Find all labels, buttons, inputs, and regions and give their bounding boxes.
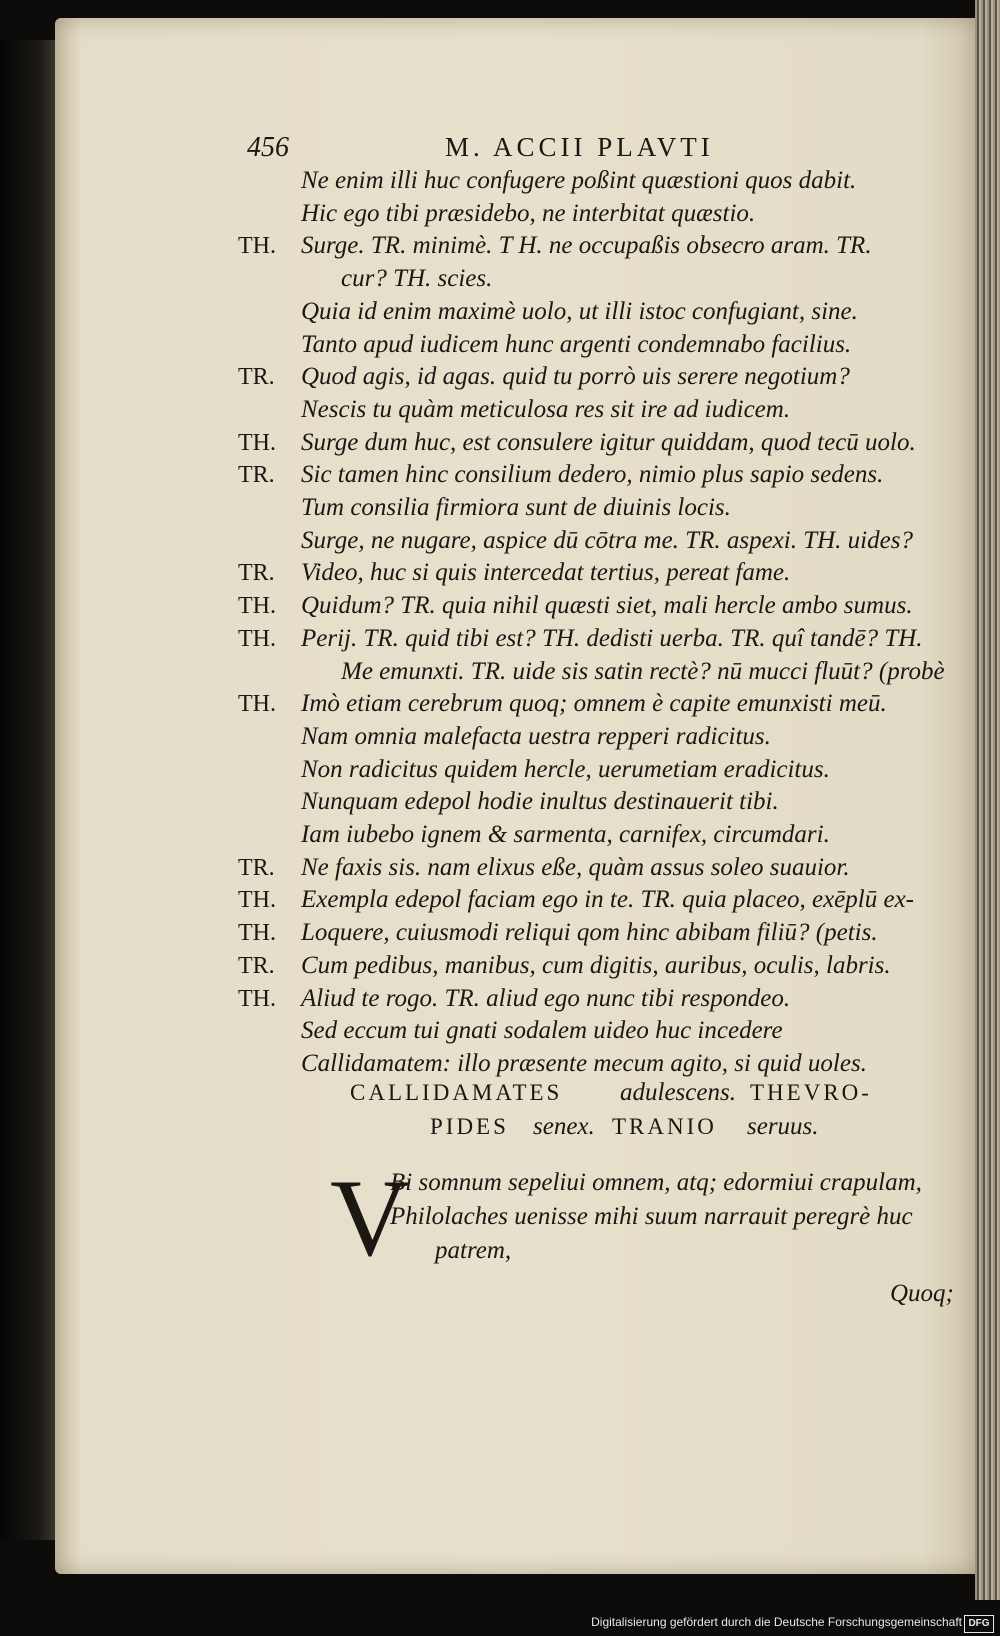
speaker-label: TR. bbox=[238, 560, 275, 587]
speaker-label: TH. bbox=[238, 887, 276, 914]
scene-heading-name: CALLIDAMATES bbox=[350, 1080, 563, 1105]
scene-heading-name: PIDES bbox=[430, 1114, 509, 1139]
dialogue-text: Surge. TR. minimè. T H. ne occupaßis obsecro aram. TR. bbox=[301, 232, 872, 260]
page-edges bbox=[975, 0, 1000, 1600]
verse-text: Philolaches uenisse mihi suum narrauit peregrè huc bbox=[390, 1203, 913, 1230]
speaker-label: TR. bbox=[238, 854, 275, 881]
dialogue-text: Tum consilia firmiora sunt de diuinis locis. bbox=[301, 494, 731, 521]
book-page bbox=[55, 18, 977, 1574]
dialogue-text: Aliud te rogo. TR. aliud ego nunc tibi respondeo. bbox=[301, 984, 791, 1012]
dialogue-text: Loquere, cuiusmodi reliqui qom hinc abibam filiū? (petis. bbox=[301, 919, 878, 947]
dialogue-text: Surge, ne nugare, aspice dū cōtra me. TR. aspexi. TH. uides? bbox=[301, 526, 913, 554]
scene-heading-role: seruus. bbox=[747, 1113, 819, 1140]
dialogue-text: Surge dum huc, est consulere igitur quiddam, quod tecū uolo. bbox=[301, 428, 916, 456]
footer-credit: Digitalisierung gefördert durch die Deutsche Forschungsgemeinschaft bbox=[591, 1615, 962, 1629]
speaker-label: TH. bbox=[238, 233, 276, 260]
running-head: M. ACCII PLAVTI bbox=[445, 132, 714, 162]
dialogue-text: Perij. TR. quid tibi est? TH. dedisti uerba. TR. quî tandē? TH. bbox=[301, 624, 923, 652]
dialogue-text: Quia id enim maximè uolo, ut illi istoc confugiant, sine. bbox=[301, 297, 858, 325]
dialogue-text: Me emunxti. TR. uide sis satin rectè? nū mucci fluūt? (probè bbox=[341, 657, 945, 685]
dialogue-text: Exempla edepol faciam ego in te. TR. quia placeo, exēplū ex- bbox=[301, 886, 914, 914]
dialogue-text: Ne faxis sis. nam elixus eße, quàm assus soleo suauior. bbox=[301, 853, 850, 881]
page-number: 456 bbox=[247, 132, 289, 163]
page-header bbox=[55, 132, 977, 168]
verse-text: Bi somnum sepeliui omnem, atq; edormiui crapulam, bbox=[390, 1169, 922, 1196]
scene-heading-role: senex. bbox=[533, 1113, 595, 1140]
dialogue-text: Nunquam edepol hodie inultus destinauerit tibi. bbox=[301, 788, 779, 816]
catchword: Quoq; bbox=[890, 1280, 954, 1307]
scene-heading-role: adulescens. bbox=[620, 1079, 736, 1106]
binding-shadow bbox=[0, 40, 55, 1540]
dfg-logo: DFG bbox=[964, 1615, 994, 1633]
speaker-label: TR. bbox=[238, 364, 275, 391]
speaker-label: TH. bbox=[238, 985, 276, 1012]
speaker-label: TH. bbox=[238, 920, 276, 947]
dialogue-text: Sic tamen hinc consilium dedero, nimio plus sapio sedens. bbox=[301, 461, 884, 489]
dialogue-text: Cum pedibus, manibus, cum digitis, auribus, oculis, labris. bbox=[301, 951, 891, 979]
dialogue-text: Sed eccum tui gnati sodalem uideo huc incedere bbox=[301, 1017, 783, 1045]
dialogue-text: Ne enim illi huc confugere poßint quæstioni quos dabit. bbox=[301, 167, 857, 194]
dialogue-text: Hic ego tibi præsidebo, ne interbitat quæstio. bbox=[301, 199, 756, 227]
dialogue-text: Imò etiam cerebrum quoq; omnem è capite emunxisti meū. bbox=[301, 690, 887, 718]
scene-heading-name: THEVRO- bbox=[750, 1080, 872, 1105]
dialogue-text: Quidum? TR. quia nihil quæsti siet, mali hercle ambo sumus. bbox=[301, 592, 913, 620]
speaker-label: TH. bbox=[238, 625, 276, 652]
dialogue-text: Non radicitus quidem hercle, uerumetiam eradicitus. bbox=[301, 755, 830, 783]
drop-cap: V bbox=[330, 1157, 410, 1279]
dialogue-text: Quod agis, id agas. quid tu porrò uis serere negotium? bbox=[301, 363, 850, 391]
verse-text: patrem, bbox=[435, 1237, 512, 1264]
speaker-label: TH. bbox=[238, 429, 276, 456]
dialogue-text: Iam iubebo ignem & sarmenta, carnifex, circumdari. bbox=[301, 821, 830, 848]
dialogue-text: Nam omnia malefacta uestra repperi radicitus. bbox=[301, 722, 771, 750]
dialogue-text: Callidamatem: illo præsente mecum agito, si quid uoles. bbox=[301, 1049, 867, 1077]
dialogue-text: Tanto apud iudicem hunc argenti condemnabo facilius. bbox=[301, 330, 852, 358]
speaker-label: TR. bbox=[238, 952, 275, 979]
dialogue-text: Nescis tu quàm meticulosa res sit ire ad iudicem. bbox=[301, 395, 791, 423]
speaker-label: TH. bbox=[238, 691, 276, 718]
dialogue-text: Video, huc si quis intercedat tertius, pereat fame. bbox=[301, 559, 791, 587]
footer-bar bbox=[0, 1612, 1000, 1636]
speaker-label: TR. bbox=[238, 462, 275, 489]
speaker-label: TH. bbox=[238, 593, 276, 620]
dialogue-text: cur? TH. scies. bbox=[341, 265, 493, 293]
scene-heading-name: TRANIO bbox=[612, 1114, 717, 1139]
